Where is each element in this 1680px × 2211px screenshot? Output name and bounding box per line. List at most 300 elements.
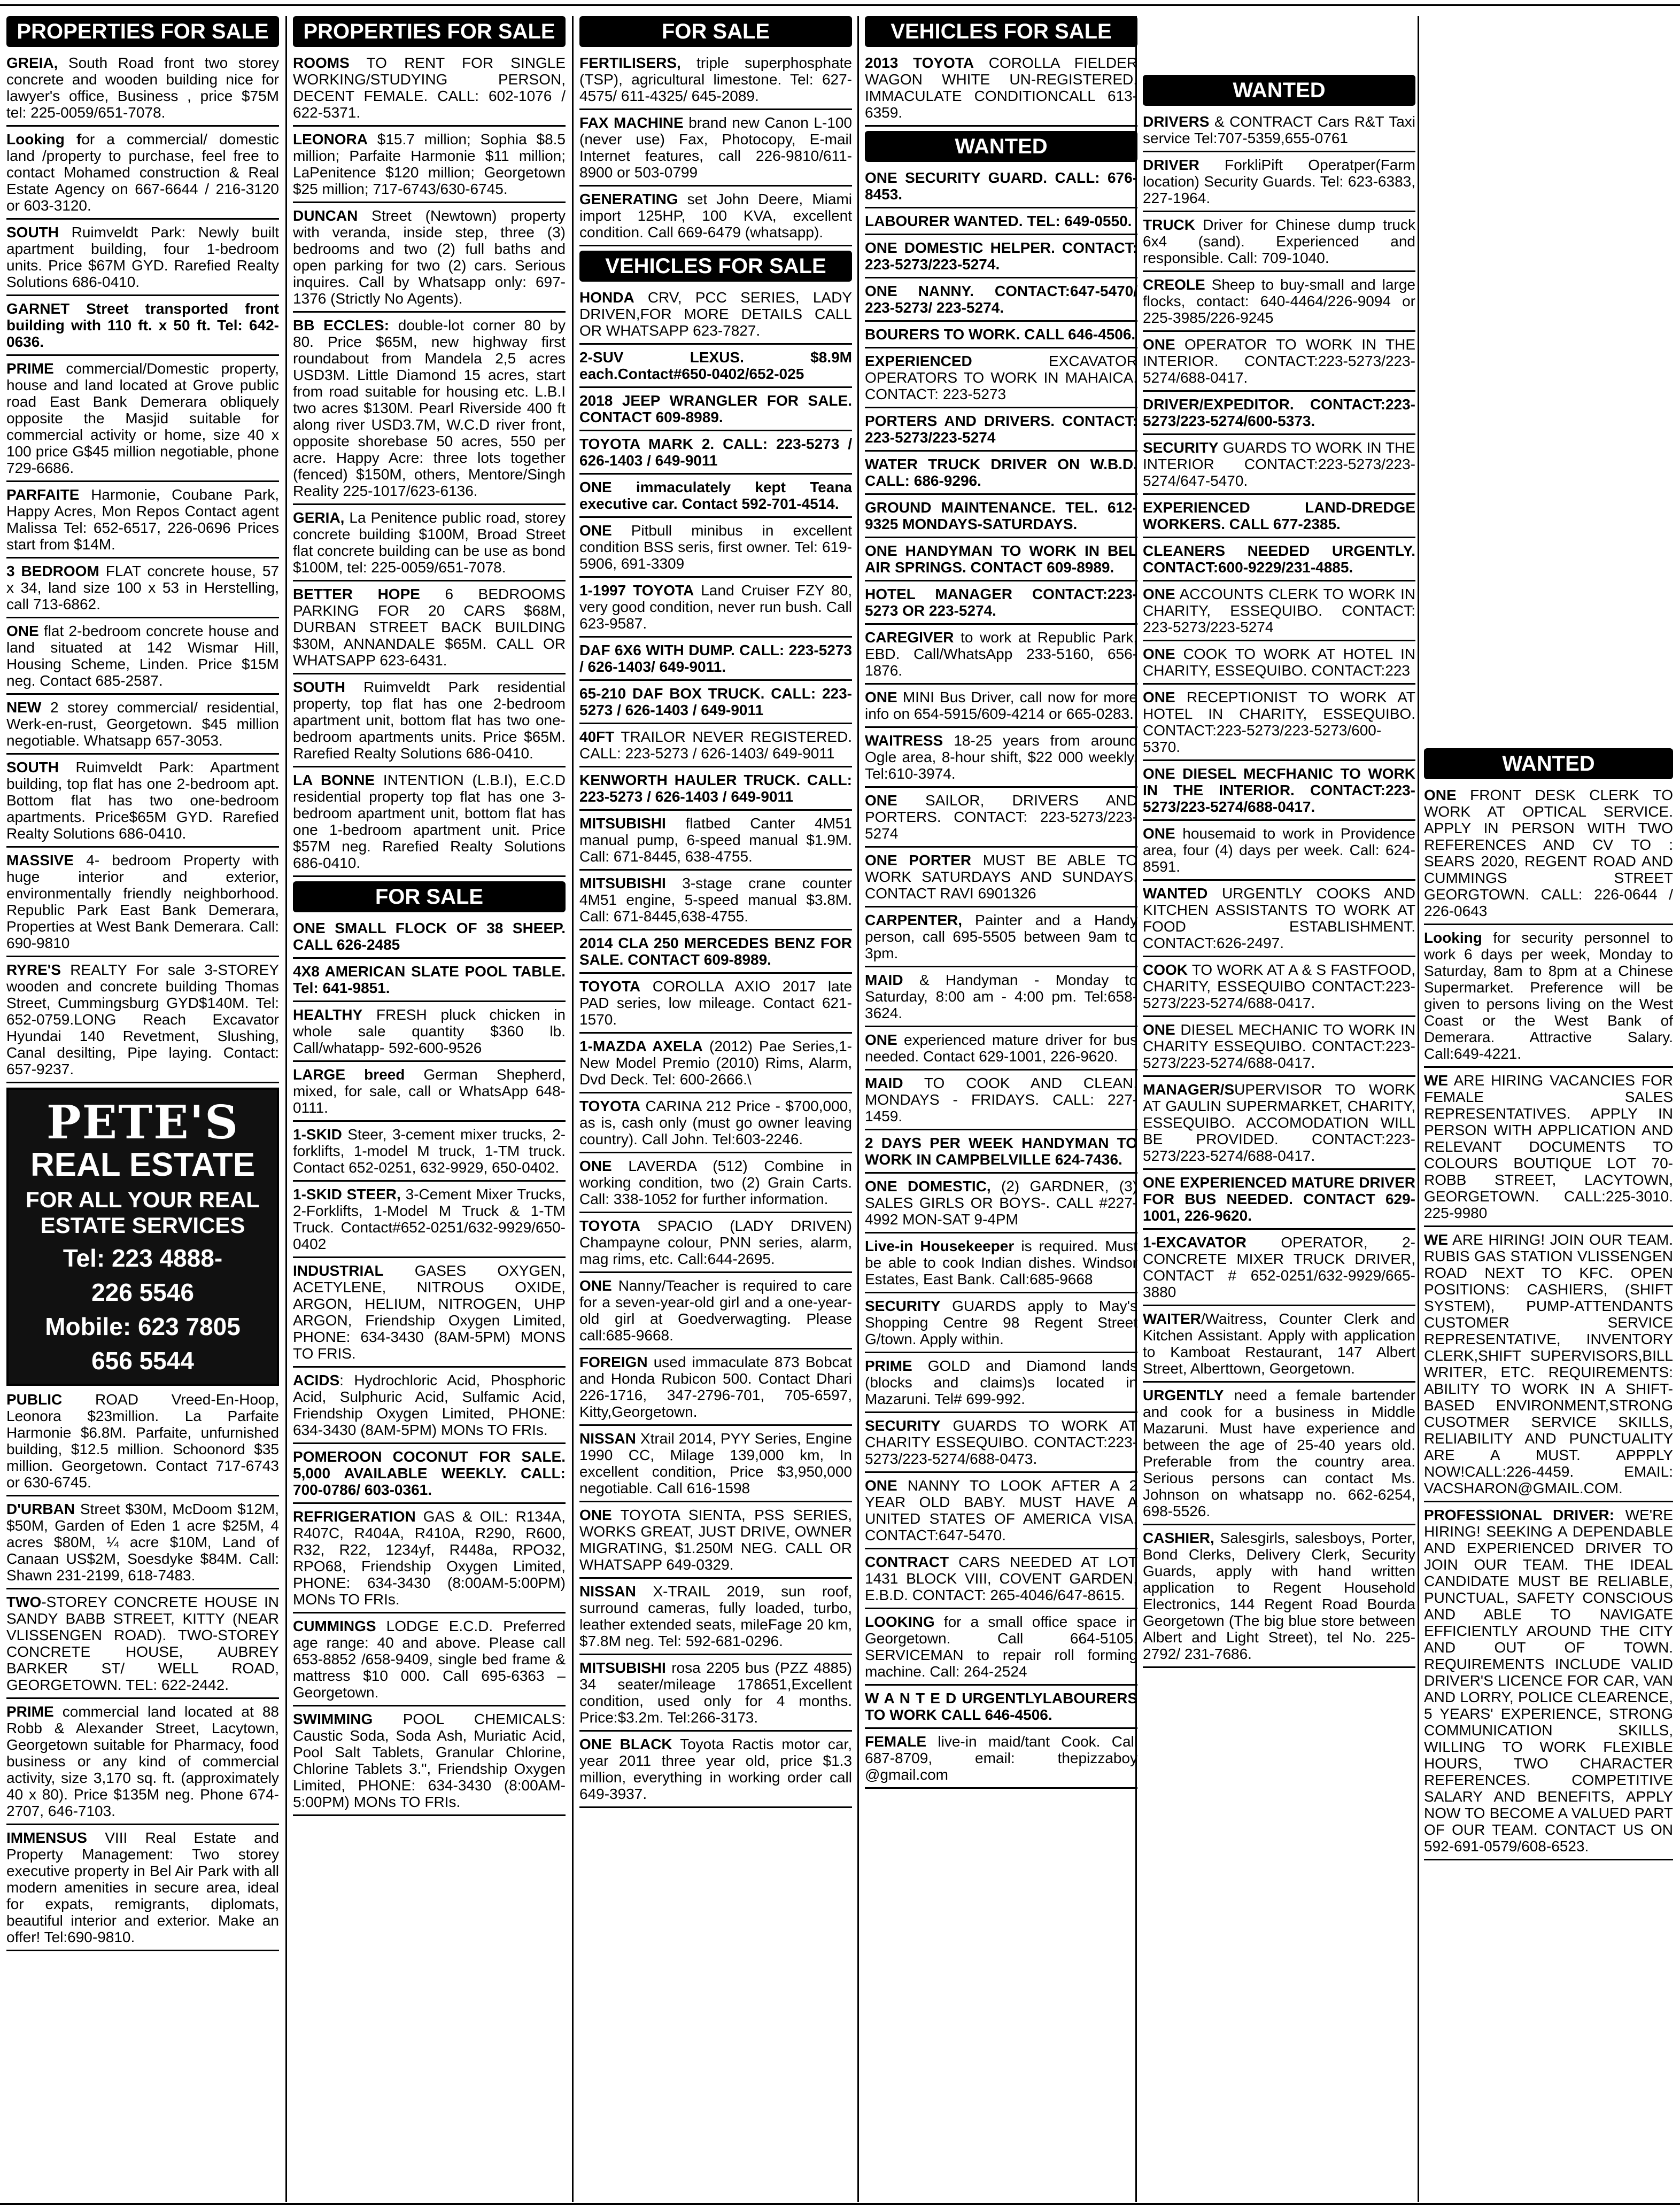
classified-ad [293,1126,566,1182]
classified-ad [579,114,852,187]
ad-text: FLAT concrete house, 57 x 34, land size 100 x 53 in Herstelling, call 713-6862. [6,563,279,612]
ad-lead: HEALTHY [293,1006,363,1023]
ad-lead: TOYOTA [579,1217,641,1234]
classified-ad [1424,1231,1673,1502]
classified-ad [1143,1081,1415,1170]
classified-ad [579,392,852,431]
ad-text: set John Deere, Miami import 125HP, 100 KVA, excellent condition. Call 669-6479 (whatsapp). [579,191,852,241]
ad-text: 3-stage crane counter 4M51 engine, 5-speed manual $3.8M. Call: 671-8445,638-4755. [579,875,852,925]
classified-ad [1424,787,1673,925]
ad-text: experienced mature driver for bus needed. Contact 629-1001, 226-9620. [865,1031,1137,1065]
classified-ad [1143,825,1415,881]
ad-lead: ONE [1424,787,1457,803]
classified-ad [865,169,1137,208]
ad-lead: GARNET Street transported front building with 110 ft. x 50 ft. Tel: 642-0636. [6,300,279,350]
classified-ad [1143,276,1415,332]
ad-text: Steer, 3-cement mixer trucks, 2-forklifts, 1-model M truck, 1-TM truck. Contact 652-0251, 632-9929, 650-0402. [293,1126,566,1176]
ad-text: flatbed Canter 4M51 manual pump, 6-speed manual $1.9M. Call: 671-8445, 638-4755. [579,815,852,865]
classified-ad [865,1075,1137,1130]
classified-ad [865,689,1137,728]
logo-phone: Tel: 223 4888- [63,1244,223,1272]
logo-subtitle: REAL ESTATE [30,1146,256,1183]
ad-lead: ONE SECURITY GUARD. CALL: 676-8453. [865,169,1137,203]
classified-ad [865,413,1137,452]
ad-text: GUARDS TO WORK IN THE INTERIOR CONTACT:223-5273/223-5274/647-5470. [1143,439,1415,489]
classified-ad [6,1594,279,1699]
ad-text: Street (Newtown) property with veranda, inside step, three (3) bedrooms and two (2) full baths and open parking for two (2) cars. Serious inquires. Call by Whatsapp only: 697-1376 (Strictly No Agents). [293,207,566,307]
ad-lead: 1-MAZDA AXELA [579,1038,703,1054]
ad-text: housemaid to work in Providence area, four (4) days per week. Call: 624-8591. [1143,825,1415,875]
ad-lead: SOUTH [293,679,345,695]
ad-text: commercial land located at 88 Robb & Alexander Street, Lacytown, Georgetown suitable for Pharmacy, food business or any kind of commercial activity, size 3,170 sq. ft. (approximately 40 x 80). Price $135M neg. Phone 674-2707, 646-7103. [6,1703,279,1819]
ad-text: South Road front two storey concrete and wooden building nice for lawyer's office, Business , price $75M tel: 225-0059/651-7078. [6,55,279,121]
ad-lead: DAF 6X6 WITH DUMP. CALL: 223-5273 / 626-1403/ 649-9011. [579,642,852,675]
ad-lead: GERIA, [293,509,345,526]
ad-lead: ACIDS [293,1372,340,1388]
ad-lead: HONDA [579,289,634,306]
ad-lead: DRIVERS [1143,113,1210,130]
classified-ad [1424,929,1673,1068]
ad-lead: SECURITY [865,1298,941,1314]
column-5 [1143,16,1415,2199]
classified-ad [579,685,852,724]
ad-lead: BOURERS TO WORK. CALL 646-4506. [865,326,1136,343]
column-rule [285,16,287,2202]
ad-lead: CUMMINGS [293,1618,376,1634]
ad-lead: ONE DIESEL MECFHANIC TO WORK IN THE INTERIOR. CONTACT:223-5273/223-5274/688-0417. [1143,765,1415,815]
classified-ad [579,349,852,388]
classified-ad [579,582,852,638]
classified-ad [579,1583,852,1655]
ad-lead: CAREGIVER [865,629,954,646]
column-spacer [1143,16,1415,75]
classified-ad [293,586,566,674]
ad-text: Driver for Chinese dump truck 6x4 (sand). Experienced and responsible. Call: 709-1040. [1143,216,1415,266]
ad-lead: ONE [865,689,897,705]
classified-ad [293,1186,566,1258]
classified-ad [579,1277,852,1349]
ad-text: ARE HIRING! JOIN OUR TEAM. RUBIS GAS STATION VLISSENGEN ROAD NEXT TO KFC. OPEN POSITIONS: CASHIERS, (SHIFT SYSTEM), PUMP-ATTENDANTS CUSTOMER SERVICE REPRESENTATIVE, INVENTORY CLERK,SHIFT SUPERVISORS,BILL WRITER, ETC. REQUIREMENTS: ABILITY TO WORK IN A SHIFT-BASED ENVIRONMENT,STRONG CUSOTMER SERVICE SKILLS, RELIABILITY AND PUNCTUALITY ARE A MUST. APPPLY NOW!CALL:226-4459. EMAIL: VACSHARON@GMAIL.COM. [1424,1231,1673,1496]
ad-text: -STOREY CONCRETE HOUSE IN SANDY BABB STREET, KITTY (NEAR VLISSENGEN ROAD). TWO-STOREY CONCRETE HOUSE, AUBREY BARKER ST/ WELL ROAD, GEORGETOWN. TEL: 622-2442. [6,1594,279,1693]
ad-text: 3-Cement Mixer Trucks, 2-Forklifts, 1-Model M Truck & 1-TM Truck. Contact#652-0251/632-9929/650-0402 [293,1186,566,1252]
ad-text: ForkliPift Operatper(Farm location) Security Guards. Tel: 623-6383, 227-1964. [1143,157,1415,206]
ad-text: Ruimveldt Park: Apartment building, top flat has one 2-bedroom apt. Bottom flat has two one-bedroom apartments. Price$65M GYD. Rarefied Realty Solutions 686-0410. [6,759,279,842]
ad-text: Ruimveldt Park: Newly built apartment building, four 1-bedroom units. Price $67M GYD. Rarefied Realty Solutions 686-0410. [6,224,279,290]
ad-lead: ONE immaculately kept Teana executive car. Contact 592-701-4514. [579,479,852,512]
ad-lead: ONE [865,792,897,809]
ad-lead: ONE [579,1277,612,1294]
ad-text: German Shepherd, mixed, for sale, call or WhatsApp 648-0111. [293,1066,566,1116]
classified-ad [1143,499,1415,538]
classified-ad [6,961,279,1083]
ad-lead: PRIME [865,1357,912,1374]
ad-lead: PRIME [6,360,54,377]
ad-text: Sheep to buy-small and large flocks, contact: 640-4464/226-9094 or 225-3985/226-9245 [1143,276,1415,326]
ad-lead: WE [1424,1231,1449,1248]
ad-text: Nanny/Teacher is required to care for a seven-year-old girl and a one-year-old girl at Goedverwagting. Please call:685-9668. [579,1277,852,1344]
ad-lead: 1-SKID [293,1126,342,1143]
logo-tagline: FOR ALL YOUR REAL ESTATE SERVICES [26,1187,260,1238]
classified-ad [6,486,279,558]
classified-ad [579,1507,852,1579]
ad-lead: 2-SUV LEXUS. $8.9M each.Contact#650-0402/652-025 [579,349,852,382]
ad-lead: WANTED [1143,885,1208,902]
ad-lead: LARGE breed [293,1066,405,1083]
classified-ad [6,131,279,220]
classified-ad [865,1298,1137,1353]
classified-ad [579,1430,852,1502]
ad-lead: 3 BEDROOM [6,563,99,579]
ad-lead: D'URBAN [6,1501,75,1517]
ad-text: COROLLA AXIO 2017 late PAD series, low mileage. Contact 621-1570. [579,978,852,1028]
ad-lead: ONE [1143,646,1175,662]
ad-lead: HOTEL MANAGER CONTACT:223-5273 OR 223-5274. [865,586,1137,619]
classified-ad [1143,113,1415,152]
classified-ad [579,191,852,246]
ad-lead: ROOMS [293,55,350,71]
ad-lead: MAID [865,972,903,988]
classified-ad [579,1217,852,1273]
classified-ad [579,289,852,345]
ad-lead: ONE PORTER [865,852,972,868]
ad-text: ACCOUNTS CLERK TO WORK IN CHARITY, ESSEQUIBO. CONTACT: 223-5273/223-5274 [1143,586,1415,635]
ad-text: 6 BEDROOMS PARKING FOR 20 CARS $68M, DURBAN STREET BACK BUILDING $30M, ANNANDALE $65M. CALL OR WHATSAPP 623-6431. [293,586,566,669]
classified-ad [579,935,852,974]
classified-ad [579,815,852,871]
ad-lead: WAITRESS [865,732,943,749]
ad-lead: PRIME [6,1703,54,1720]
classified-ad [1143,885,1415,957]
ad-text: CARS NEEDED AT LOT 1431 BLOCK VIII, COVENT GARDEN, E.B.D. CONTACT: 265-4046/647-8615. [865,1554,1137,1603]
classified-ad [865,1733,1137,1789]
ad-text: GOLD and Diamond lands (blocks and claims)s located in Mazaruni. Tel# 699-992. [865,1357,1137,1407]
classified-ad [6,224,279,296]
classified-ad [579,1038,852,1093]
ad-text: (2012) Pae Series,1- New Model Premio (2010) Rims, Alarm, Dvd Deck. Tel: 600-2666.\ [579,1038,852,1088]
classified-ad [293,207,566,313]
ad-text: ARE HIRING VACANCIES FOR FEMALE SALES REPRESENTATIVES. APPLY IN PERSON WITH APPLICATION AND RELEVANT DOCUMENTS TO COLOURS BOUTIQUE LOT 70-ROBB STREET, LACYTOWN, GEORGETOWN. CALL:225-3010. 225-9980 [1424,1072,1673,1221]
ad-text: Pitbull minibus in excellent condition BSS seris, first owner. Tel: 619-5906, 691-3309 [579,522,852,572]
classified-ad [293,920,566,959]
ad-text: Xtrail 2014, PYY Series, Engine 1990 CC, Milage 139,000 km, In excellent condition, Price $3,950,000 negotiable. Call 616-1598 [579,1430,852,1496]
ad-text: MINI Bus Driver, call now for more info on 654-5915/609-4214 or 665-0283. [865,689,1137,722]
ad-text: GAS & OIL: R134A, R407C, R404A, R410A, R290, R600, R32, R22, 1234yf, R448a, RPO32, RPO68, Friendship Oxygen Limited, PHONE: 634-3430 (8:00AM-5:00PM) MONs TO FRIs. [293,1508,566,1608]
classified-ad [865,326,1137,348]
classified-ad [579,1354,852,1426]
classified-ad [579,1158,852,1213]
ad-lead: 65-210 DAF BOX TRUCK. CALL: 223-5273 / 626-1403 / 649-9011 [579,685,852,718]
classified-ad [865,353,1137,408]
ad-text: /Waitress, Counter Clerk and Kitchen Assistant. Apply with application to Kamboat Restaurant, 147 Albert Street, Alberttown, Georgetown. [1143,1310,1415,1377]
ad-lead: SECURITY [1143,439,1219,456]
classified-ad [293,55,566,127]
ad-lead: BB ECCLES: [293,317,390,333]
section-header: WANTED [865,131,1137,162]
classified-ad [293,317,566,505]
ad-lead: EXPERIENCED [865,353,972,369]
ad-text: GUARDS apply to May's Shopping Centre 98 Regent Street G/town. Apply within. [865,1298,1137,1347]
logo-phone: 226 5546 [91,1278,194,1306]
ad-text: COOK TO WORK AT HOTEL IN CHARITY, ESSEQUIBO. CONTACT:223 [1143,646,1415,679]
classified-ad [865,1477,1137,1549]
classified-ad [293,131,566,203]
classified-ad [865,499,1137,538]
ad-lead: MITSUBISHI [579,875,666,891]
classified-ad [293,1448,566,1504]
ad-lead: MITSUBISHI [579,1659,666,1676]
ad-text: & Handyman - Monday to Saturday, 8:00 am - 4:00 pm. Tel:658-3624. [865,972,1137,1021]
ad-lead: ONE [579,1158,612,1174]
ad-text: for a small office space in Georgetown. Call 664-5105. SERVICEMAN to repair roll forming machine. Call: 264-2524 [865,1613,1137,1680]
classified-ad [1143,542,1415,581]
ad-lead: LA BONNE [293,772,375,788]
ad-text: to work at Republic Park, EBD. Call/WhatsApp 233-5160, 656-1876. [865,629,1137,679]
ad-lead: ONE [1143,336,1175,353]
classified-ad [6,563,279,618]
ad-text: for security personnel to work 6 days per week, Monday to Saturday, 8am to 8pm at a Chinese Supermarket. Preference will be given to persons living on the West Coast or the West Bank of Demerara. Attractive Salary. Call:649-4221. [1424,929,1673,1062]
classified-ad [6,1391,279,1496]
classified-ad [1143,1021,1415,1077]
ad-text: Ruimveldt Park residential property, top flat has one 2-bedroom apartment unit, bottom flat has two one-bedroom apartments units. Price $65M. Rarefied Realty Solutions 686-0410. [293,679,566,762]
ad-lead: REFRIGERATION [293,1508,416,1525]
ad-text: or a commercial/ domestic land /property to purchase, feel free to contact Mohamed construction & Real Estate Agency on 667-6644 / 216-3120 or 603-3120. [6,131,279,214]
classified-ad [579,522,852,578]
classified-ad [6,300,279,356]
ad-text: Toyota Ractis motor car, year 2011 three year old, price $1.3 million, everything in working order call 649-3937. [579,1736,852,1802]
classified-ad [1143,1174,1415,1230]
ad-lead: SOUTH [6,224,59,241]
classified-ad [865,213,1137,235]
ad-lead: ONE SMALL FLOCK OF 38 SHEEP. CALL 626-2485 [293,920,566,953]
classified-ad [865,852,1137,907]
ad-lead: FEMALE [865,1733,927,1750]
classified-ad [293,1711,566,1816]
section-header: VEHICLES FOR SALE [865,16,1137,47]
classified-ad [293,1066,566,1122]
ad-text: triple superphosphate (TSP), agricultural limestone. Tel: 627-4575/ 611-4325/ 645-2089. [579,55,852,104]
ad-text: CARINA 212 Price - $700,000, as is, cash only (must go owner leaving country). Call John. Tel:603-2246. [579,1098,852,1147]
ad-lead: W A N T E D URGENTLYLABOURERS TO WORK CALL 646-4506. [865,1690,1137,1723]
ad-text: flat 2-bedroom concrete house and land situated at 142 Wismar Hill, Housing Scheme, Linden. Price $15M neg. Contact 685-2587. [6,623,279,689]
column-rule [572,16,574,2202]
ad-text: used immaculate 873 Bobcat and Honda Rubicon 500. Contact Dhari 226-1716, 347-2796-701, 705-6597, Kitty,Georgetown. [579,1354,852,1420]
classified-ad [1143,439,1415,495]
section-header: FOR SALE [293,881,566,912]
classified-ad [865,1554,1137,1609]
ad-lead: CARPENTER, [865,912,963,928]
ad-lead: PUBLIC [6,1391,63,1408]
classified-ad [865,1135,1137,1174]
classified-ad [579,479,852,518]
ad-lead: LOOKING [865,1613,935,1630]
ad-text: 4- bedroom Property with huge interior and exterior, environmentally friendly neighborhood. Republic Park East Bank Demerara, Properties at West Bank Demerara. Call: 690-9810 [6,852,279,951]
ad-lead: Looking f [6,131,82,148]
ad-lead: WATER TRUCK DRIVER ON W.B.D. CALL: 686-9296. [865,456,1137,489]
ad-lead: CLEANERS NEEDED URGENTLY. CONTACT:600-9229/231-4885. [1143,542,1415,576]
ad-text: Harmonie, Coubane Park, Happy Acres, Mon Repos Contact agent Malissa Tel: 652-6517, 226-0696 Prices start from $14M. [6,486,279,553]
ad-lead: ONE [6,623,39,639]
ad-lead: INDUSTRIAL [293,1262,384,1279]
ad-text: X-TRAIL 2019, sun roof, surround cameras, fully loaded, turbo, leather extended seats, mileFage 20 km, $7.8M neg. Tel: 592-681-0296. [579,1583,852,1649]
logo-title: PETE'S [46,1096,239,1150]
ad-lead: 1-1997 TOYOTA [579,582,694,599]
classified-ad [865,586,1137,625]
classified-ad [865,732,1137,788]
classified-ad [6,759,279,848]
ad-text: REALTY For sale 3-STOREY wooden and concrete building Thomas Street, Cummingsburg GYD$140M. Tel: 652-0759.LONG Reach Excavator Hyundai 140 Revetment, Slushing, Canal desilting, Pipe laying. Contact: 657-9237. [6,961,279,1077]
classified-ad [6,1703,279,1825]
ad-lead: DUNCAN [293,207,358,224]
ad-lead: 1-SKID STEER, [293,1186,401,1203]
section-header: PROPERTIES FOR SALE [6,16,279,47]
classified-ad [6,623,279,695]
ad-lead: 2014 CLA 250 MERCEDES BENZ FOR SALE. CONTACT 609-8989. [579,935,852,968]
classified-ad [865,1690,1137,1729]
classified-ad [579,1659,852,1732]
classified-ad [865,972,1137,1027]
ad-lead: 2013 TOYOTA [865,55,974,71]
classified-ad [293,1618,566,1706]
classified-ad [293,963,566,1002]
classified-ad [865,1417,1137,1473]
ad-lead: CONTRACT [865,1554,949,1570]
classified-ad [6,55,279,127]
ad-lead: POMEROON COCONUT FOR SALE. 5,000 AVAILABLE WEEKLY. CALL: 700-0786/ 603-0361. [293,1448,566,1498]
classified-ad [1143,646,1415,685]
classified-ad [579,978,852,1034]
column-rule [857,16,859,2202]
ad-lead: CREOLE [1143,276,1205,293]
ad-text: WE'RE HIRING! SEEKING A DEPENDABLE AND EXPERIENCED DRIVER TO JOIN OUR TEAM. THE IDEAL CANDIDATE MUST BE RELIABLE, PUNCTUAL, SAFETY CONSCIOUS AND ABLE TO NAVIGATE EFFICIENTLY AROUND THE CITY AND OUT OF TOWN. REQUIREMENTS INCLUDE VALID DRIVER'S LICENCE FOR CAR, VAN AND LORRY, POLICE CLEARENCE, 5 YEARS' EXPERIENCE, STRONG COMMUNICATION SKILLS, WILLING TO WORK FLEXIBLE HOURS, TWO CHARACTER REFERENCES. COMPETITIVE SALARY AND BENEFITS, APPLY NOW TO BECOME A VALUED PART OF OUR TEAM. CONTACT US ON 592-691-0579/608-6523. [1424,1507,1673,1855]
ad-lead: DRIVER [1143,157,1199,173]
ad-text: COROLLA FIELDER WAGON WHITE UN-REGISTERED. IMMACULATE CONDITIONCALL 613-6359. [865,55,1137,121]
ad-lead: TWO [6,1594,42,1610]
classified-ad [865,239,1137,278]
classified-ad [1143,1234,1415,1306]
ad-text: commercial/Domestic property, house and land located at Grove public road East Bank Demerara obliquely opposite the Masjid suitable for commercial activity or home, size 40 x 100 price G$45 million negotiable, phone 729-6686. [6,360,279,476]
section-header: FOR SALE [579,16,852,47]
ad-text: need a female bartender and cook for a business in Middle Mazaruni. Must have experience and between the age of 25-40 years old. Preferable from the country area. Serious persons can contact Ms. Johnson on whatsapp no. 662-6254, 698-5526. [1143,1387,1415,1519]
ad-text: UPERVISOR TO WORK AT GAULIN SUPERMARKET, CHARITY, ESSEQUIBO. ACCOMODATION WILL BE PROVIDED. CONTACT:223-5273/223-5274/688-0417. [1143,1081,1415,1164]
classified-ad [1143,396,1415,435]
ad-text: LAVERDA (512) Combine in working condition, two (2) Grain Carts. Call: 338-1052 for further information. [579,1158,852,1207]
ad-text: & CONTRACT Cars R&T Taxi service Tel:707-5359,655-0761 [1143,113,1415,146]
ad-lead: GREIA, [6,55,58,71]
ad-text: La Penitence public road, storey concrete building $100M, Broad Street flat concrete building can be use as bond $100M, tel: 225-0059/651-7078. [293,509,566,576]
classified-ad [865,912,1137,967]
ad-text: Street $30M, McDoom $12M, $50M, Garden of Eden 1 acre $25M, 4 acres $80M, ¼ acre $10M, Land of Canaan US$2M, Soesdyke $84M. Call: Shawn 231-2199, 618-7483. [6,1501,279,1584]
ad-text: $15.7 million; Sophia $8.5 million; Parfaite Harmonie $11 million; LaPenitence $120 million; Georgetown $25 million; 717-6743/630-6745. [293,131,566,197]
ad-lead: ONE [1143,1021,1175,1038]
classified-ad [579,642,852,681]
ad-text: live-in maid/tant Cook. Call 687-8709, email: thepizzaboy @gmail.com [865,1733,1137,1783]
classified-ad [293,1006,566,1062]
ad-text: OPERATOR TO WORK IN THE INTERIOR. CONTACT:223-5273/223-5274/688-0417. [1143,336,1415,386]
ad-lead: NEW [6,699,42,716]
classified-ad [1143,1530,1415,1668]
logo-mobile: 656 5544 [91,1347,194,1375]
ad-text: rosa 2205 bus (PZZ 4885) 34 seater/mileage 178651,Excellent condition, used only for 4 months. Price:$3.2m. Tel:266-3173. [579,1659,852,1726]
column-spacer [1424,16,1673,748]
bottom-rule [0,2203,1680,2205]
ad-lead: ONE [1143,689,1175,705]
section-header: WANTED [1143,75,1415,106]
ad-lead: ONE [579,1507,612,1523]
classified-ad [6,852,279,957]
classified-ad [865,456,1137,495]
ad-lead: Looking [1424,929,1482,946]
classified-ad [865,1613,1137,1686]
classified-ad [6,699,279,755]
classified-ad [865,1031,1137,1070]
classified-ad [293,772,566,877]
classified-ad [293,1262,566,1368]
ad-text: 2 storey commercial/ residential, Werk-en-rust, Georgetown. $45 million negotiable. Whatsapp 657-3053. [6,699,279,749]
classified-ad [1143,1310,1415,1383]
ad-lead: IMMENSUS [6,1829,87,1846]
ad-lead: BETTER HOPE [293,586,420,602]
classified-ad [293,509,566,581]
section-header: PROPERTIES FOR SALE [293,16,566,47]
column-4 [865,16,1137,2199]
ad-lead: TRUCK [1143,216,1195,233]
classified-ad [579,728,852,767]
ad-text: brand new Canon L-100 (never use) Fax, Photocopy, E-mail Internet features, call 226-9810/611-8900 or 503-0799 [579,114,852,181]
classified-ad [579,875,852,930]
classified-ad [6,1501,279,1589]
ad-lead: 40FT [579,728,615,745]
ad-lead: ONE HANDYMAN TO WORK IN BEL AIR SPRINGS. CONTACT 609-8989. [865,542,1137,576]
ad-lead: RYRE'S [6,961,61,978]
ad-lead: TOYOTA MARK 2. CALL: 223-5273 / 626-1403 / 649-9011 [579,436,852,469]
ad-text: LODGE E.C.D. Preferred age range: 40 and above. Please call 653-8852 /658-9409, single bed frame & mattress $10 000. Call 695-6363 – Georgetown. [293,1618,566,1701]
classified-ad [1143,216,1415,272]
ad-lead: WE [1424,1072,1449,1089]
ad-lead: FAX MACHINE [579,114,684,131]
classified-ad [293,1372,566,1444]
column-2 [293,16,566,2199]
ad-text: CRV, PCC SERIES, LADY DRIVEN,FOR MORE DETAILS CALL OR WHATSAPP 623-7827. [579,289,852,339]
ad-lead: COOK [1143,961,1188,978]
ad-text: double-lot corner 80 by 80. Price $65M, new highway first roundabout from Mandela 2,5 acres USD3M. Little Diamond 15 acres, start from road suitable for housing etc. L.B.I two acres $130M. Pearl Riverside 400 ft along river USD3.7M, W.C.D river front, opposite shorebase 50 acres, 550 per acre. Happy Acre: three lots together (fenced) $150M, others, Mentore/Singh Reality 225-1017/623-6136. [293,317,566,499]
ad-text: TRAILOR NEVER REGISTERED. CALL: 223-5273 / 626-1403/ 649-9011 [579,728,852,762]
petes-real-estate-ad [6,1088,279,1386]
classified-ad [579,1736,852,1808]
ad-text: (2) GARDNER, (3) SALES GIRLS OR BOYS-. CALL #227-4992 MON-SAT 9-4PM [865,1178,1137,1228]
ad-lead: Live-in Housekeeper [865,1238,1015,1254]
classified-ad [865,792,1137,848]
ad-lead: ONE [1143,825,1175,842]
classified-ad [1143,157,1415,212]
ad-lead: MANAGER/S [1143,1081,1235,1098]
ad-text: TOYOTA SIENTA, PSS SERIES, WORKS GREAT, JUST DRIVE, OWNER MIGRATING, $1.250M NEG. CALL OR WHATSAPP 649-0329. [579,1507,852,1573]
column-rule [1418,16,1419,2202]
ad-lead: FERTILISERS, [579,55,681,71]
section-header: VEHICLES FOR SALE [579,251,852,282]
ad-lead: LEONORA [293,131,368,148]
ad-lead: PARFAITE [6,486,80,503]
classified-ad [865,283,1137,322]
ad-text: GASES OXYGEN, ACETYLENE, NITROUS OXIDE, ARGON, HELIUM, NITROGEN, UHP ARGON, Friendship Oxygen Limited, PHONE: 634-3430 (8AM-5PM) MONS TO FRIS. [293,1262,566,1362]
logo-mobile: Mobile: 623 7805 [45,1313,241,1340]
ad-lead: ONE NANNY. CONTACT:647-5470/ 223-5273/ 223-5274. [865,283,1137,316]
ad-text: RECEPTIONIST TO WORK AT HOTEL IN CHARITY, ESSEQUIBO. CONTACT:223-5273/223-5273/600-5370. [1143,689,1415,755]
ad-lead: ONE EXPERIENCED MATURE DRIVER FOR BUS NEEDED. CONTACT 629-1001, 226-9620. [1143,1174,1415,1224]
ad-text: MUST BE ABLE TO WORK SATURDAYS AND SUNDAYS. CONTACT RAVI 6901326 [865,852,1137,902]
column-6 [1424,16,1673,2199]
ad-text: OPERATOR, 2- CONCRETE MIXER TRUCK DRIVER, CONTACT # 652-0251/632-9929/665-3880 [1143,1234,1415,1300]
ad-text: ROAD Vreed-En-Hoop, Leonora $23million. La Parfaite Harmonie $6.8M. Parfaite, unfurnished building, $12.5 million. Schoonord $35 million. Georgetown. Contact 717-6743 or 630-6745. [6,1391,279,1491]
